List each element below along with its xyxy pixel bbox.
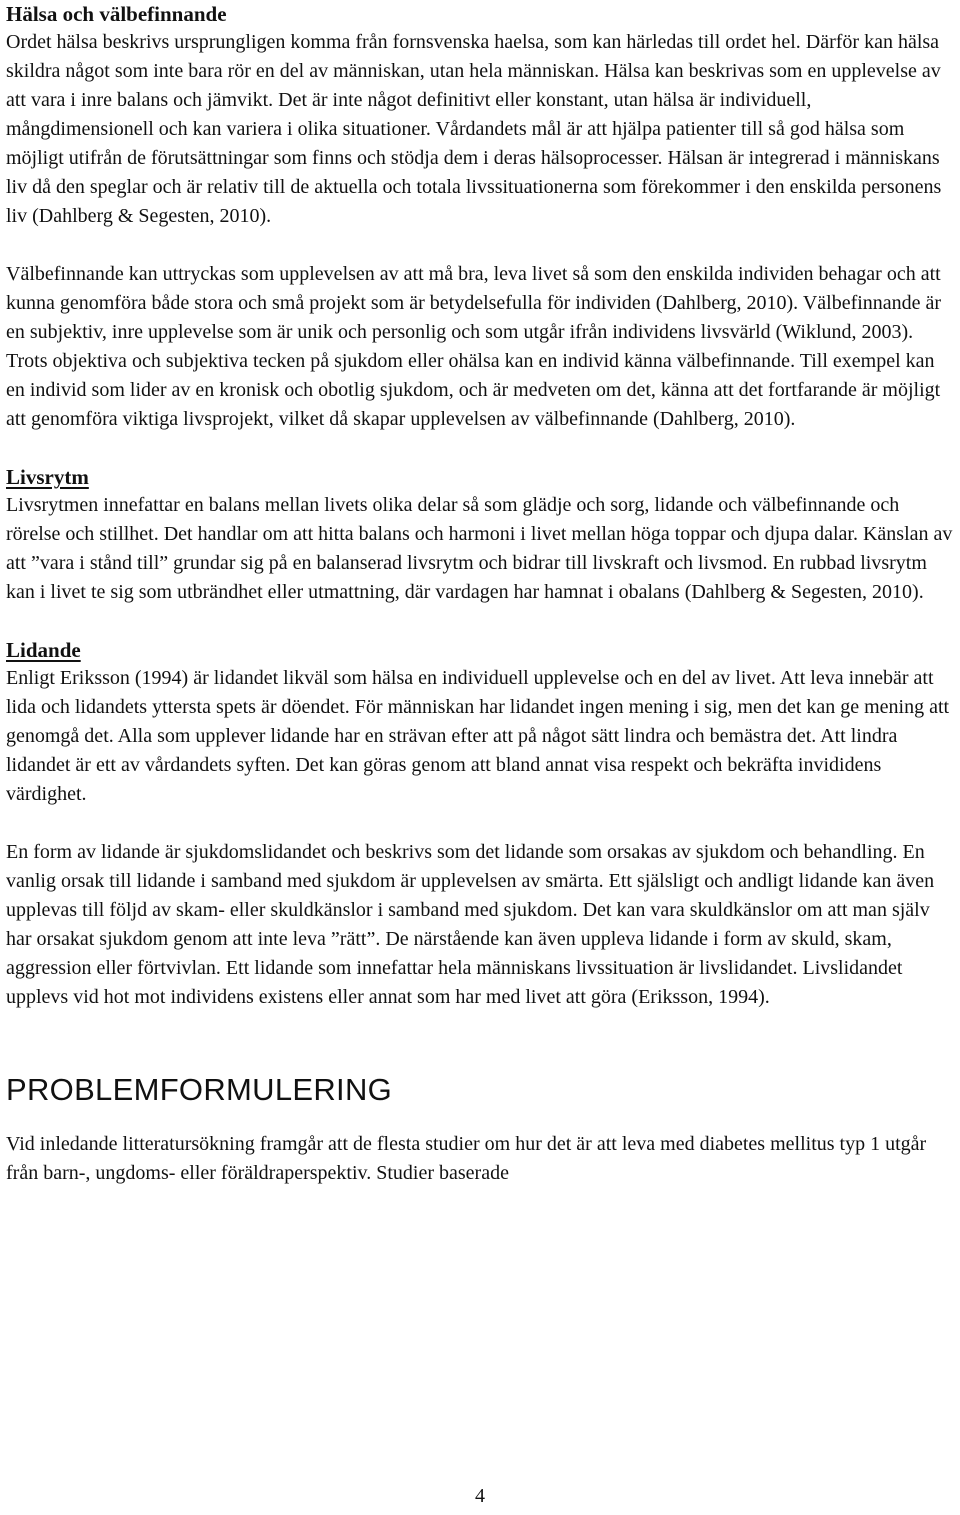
paragraph-gap	[6, 231, 956, 260]
paragraph-gap	[6, 607, 956, 636]
section-heading-livsrytm: Livsrytm	[6, 465, 89, 489]
paragraph-halsa-2: Välbefinnande kan uttryckas som upplevelsen av att må bra, leva livet så som den enskilda individen behagar och att kunna genomföra både stora och små projekt som är betydelsefulla för individen (Dahlberg, 2010). Välbefinnande är en subjektiv, inre upplevelse som är unik och personlig och som utgår ifrån individens livsvärld (Wiklund, 2003). Trots objektiva och subjektiva tecken på sjukdom eller ohälsa kan en individ känna välbefinnande. Till exempel kan en individ som lider av en kronisk och obotlig sjukdom, och är medveten om det, känna att det fortfarande är möjligt att genomföra viktiga livsprojekt, vilket då skapar upplevelsen av välbefinnande (Dahlberg, 2010).	[6, 263, 942, 430]
paragraph-lidande-1: Enligt Eriksson (1994) är lidandet likväl som hälsa en individuell upplevelse och en del av livet. Att leva innebär att lida och lidandets yttersta spets är döendet. För människan har lidandet ingen mening i sig, men det kan ge mening att genomgå det. Alla som upplever lidande har en strävan efter att på något sätt lindra och bemästra det. Att lindra lidandet är ett av vårdandets syften. Det kan göras genom att bland annat visa respekt och bekräfta invididens värdighet.	[6, 667, 950, 805]
main-heading-problemformulering: PROBLEMFORMULERING	[6, 1072, 393, 1107]
document-page	[6, 0, 956, 1188]
heading-gap	[6, 1110, 956, 1130]
section-heading-lidande: Lidande	[6, 638, 81, 662]
section-heading-halsa: Hälsa och välbefinnande	[6, 2, 227, 26]
paragraph-gap	[6, 434, 956, 463]
section-gap	[6, 1012, 956, 1070]
paragraph-lidande-2: En form av lidande är sjukdomslidandet och beskrivs som det lidande som orsakas av sjukdom och behandling. En vanlig orsak till lidande i samband med sjukdom är upplevelsen av smärta. Ett själsligt och andligt lidande kan även upplevas till följd av skam- eller skuldkänslor i samband med sjukdom. Det kan vara skuldkänslor om att man själv har orsakat sjukdom genom att inte leva ”rätt”. De närstående kan även uppleva lidande i form av skuld, skam, aggression eller förtvivlan. Ett lidande som innefattar hela människans livssituation är livslidandet. Livslidandet upplevs vid hot mot individens existens eller annat som har med livet att göra (Eriksson, 1994).	[6, 841, 935, 1008]
paragraph-livsrytm-1: Livsrytmen innefattar en balans mellan livets olika delar så som glädje och sorg, lidande och välbefinnande och rörelse och stillhet. Det handlar om att hitta balans och harmoni i livet mellan höga toppar och djupa dalar. Känslan av att ”vara i stånd till” grundar sig på en balanserad livsrytm och bidrar till livskraft och livsmod. En rubbad livsrytm kan i livet te sig som utbrändhet eller utmattning, där vardagen har hamnat i obalans (Dahlberg & Segesten, 2010).	[6, 494, 953, 603]
paragraph-problem-1: Vid inledande litteratursökning framgår att de flesta studier om hur det är att leva med diabetes mellitus typ 1 utgår från barn-, ungdoms- eller föräldraperspektiv. Studier baserade	[6, 1133, 927, 1184]
paragraph-halsa-1: Ordet hälsa beskrivs ursprungligen komma från fornsvenska haelsa, som kan härledas till ordet hel. Därför kan hälsa skildra något som inte bara rör en del av människan, utan hela människan. Hälsa kan beskrivas som en upplevelse av att vara i inre balans och jämvikt. Det är inte något definitivt eller konstant, utan hälsa är individuell, mångdimensionell och kan variera i olika situationer. Vårdandets mål är att hjälpa patienter till så god hälsa som möjligt utifrån de förutsättningar som finns och stödja dem i deras hälsoprocesser. Hälsan är integrerad i människans liv då den speglar och är relativ till de aktuella och totala livssituationerna som förekommer i den enskilda personens liv (Dahlberg & Segesten, 2010).	[6, 31, 942, 227]
paragraph-gap	[6, 809, 956, 838]
page-number: 4	[475, 1485, 485, 1507]
